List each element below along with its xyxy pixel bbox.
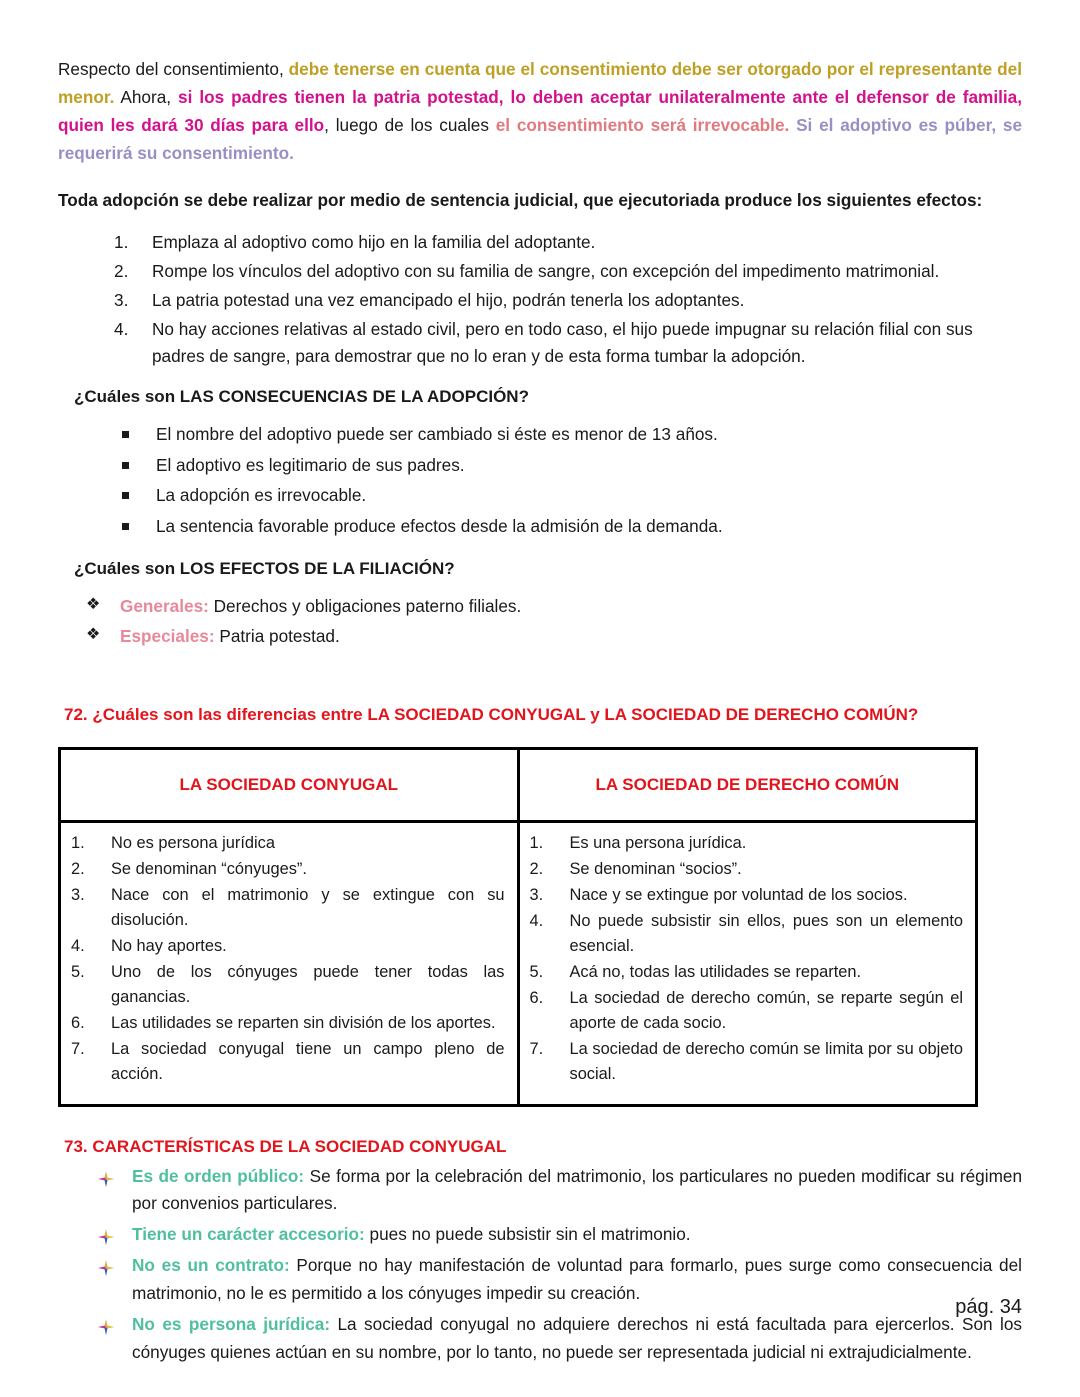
question-73-number: 73. bbox=[64, 1136, 88, 1156]
list-item-label: No es un contrato: bbox=[132, 1255, 290, 1276]
page-content bbox=[58, 56, 1022, 1367]
table-list-item: Se denominan “socios”. bbox=[569, 860, 742, 879]
table-cell-conyugal bbox=[60, 822, 519, 1105]
effects-list bbox=[58, 229, 1022, 369]
list-item: El adoptivo es legitimario de sus padres. bbox=[120, 452, 1022, 480]
intro-segment-violet: Si el adoptivo es púber, se requerirá su consentimiento. bbox=[58, 114, 1023, 163]
list-item: Rompe los vínculos del adoptivo con su familia de sangre, con excepción del impedimento matrimonial. bbox=[152, 261, 940, 282]
list-item-label: Especiales: bbox=[120, 626, 215, 647]
list-item-text: Patria potestad. bbox=[214, 626, 340, 647]
list-item bbox=[86, 623, 1022, 651]
table-list-item: Las utilidades se reparten sin división de los aportes. bbox=[111, 1013, 496, 1032]
table-list-item: No puede subsistir sin ellos, pues son un elemento esencial. bbox=[569, 912, 963, 955]
list-item bbox=[98, 1163, 1022, 1219]
conyugal-list bbox=[69, 831, 505, 1086]
list-item-label: Es de orden público: bbox=[132, 1165, 305, 1186]
table-list-item: La sociedad de derecho común se limita por su objeto social. bbox=[569, 1039, 963, 1083]
effects-lead-paragraph: Toda adopción se debe realizar por medio de sentencia judicial, que ejecutoriada produce los siguientes efectos: bbox=[58, 190, 983, 211]
table-list-item: Nace y se extingue por voluntad de los socios. bbox=[569, 886, 908, 905]
table-list-item: No hay aportes. bbox=[111, 936, 227, 955]
diamond-bullet-icon: ❖ bbox=[86, 595, 101, 613]
comparison-table-body bbox=[60, 822, 977, 1105]
list-item-text: Porque no hay manifestación de voluntad para formarlo, pues surge como consecuencia del matrimonio, no le es permitido a los cónyuges impedir su creación. bbox=[132, 1255, 1022, 1304]
intro-segment-black: Ahora, bbox=[114, 86, 179, 107]
intro-segment-magenta: si los padres tienen la patria potestad, lo deben aceptar unilateralmente ante el defensor de familia, quien les dará 30 días para ello bbox=[58, 86, 1022, 135]
consequences-list bbox=[58, 421, 1022, 540]
consequences-heading: ¿Cuáles son LAS CONSECUENCIAS DE LA ADOPCIÓN? bbox=[74, 387, 529, 407]
table-list-item: Es una persona jurídica. bbox=[569, 834, 747, 853]
list-item bbox=[98, 1252, 1022, 1308]
table-cell-derecho-comun bbox=[518, 822, 977, 1105]
intro-segment-black: Respecto del consentimiento, bbox=[58, 59, 289, 79]
intro-segment-black: , luego de los cuales bbox=[324, 114, 496, 135]
table-list-item: Acá no, todas las utilidades se reparten. bbox=[569, 962, 862, 981]
list-item-label: Generales: bbox=[120, 595, 209, 616]
list-item: La adopción es irrevocable. bbox=[120, 482, 1022, 510]
list-item-text: pues no puede subsistir sin el matrimonio. bbox=[364, 1224, 691, 1245]
comparison-table bbox=[58, 747, 978, 1106]
intro-segment-gold: debe tenerse en cuenta que el consentimiento debe ser otorgado por el representante del menor. bbox=[58, 59, 1022, 107]
question-73-title: CARACTERÍSTICAS DE LA SOCIEDAD CONYUGAL bbox=[92, 1136, 507, 1156]
list-item-text: Derechos y obligaciones paterno filiales. bbox=[208, 595, 522, 616]
list-item: No hay acciones relativas al estado civil, pero en todo caso, el hijo puede impugnar su relación filial con sus padres de sangre, para demostrar que no lo eran y de esta forma tumbar la adopción. bbox=[152, 318, 973, 366]
list-item-label: No es persona jurídica: bbox=[132, 1313, 331, 1334]
table-list-item: Se denominan “cónyuges”. bbox=[111, 860, 307, 879]
table-list-item: Uno de los cónyuges puede tener todas las ganancias. bbox=[111, 962, 505, 1006]
table-list-item: No es persona jurídica bbox=[111, 834, 275, 853]
star-bullet-icon bbox=[98, 1257, 114, 1273]
list-item-text: Se forma por la celebración del matrimonio, los particulares no pueden modificar su régimen por convenios particulares. bbox=[132, 1165, 1022, 1214]
list-item bbox=[98, 1221, 1022, 1249]
table-row bbox=[60, 822, 977, 1105]
question-72-number: 72. bbox=[64, 705, 88, 725]
intro-segment-salmon: el consentimiento será irrevocable. bbox=[495, 114, 790, 135]
comparison-table-head bbox=[60, 749, 977, 822]
list-item bbox=[86, 593, 1022, 621]
table-list-item: Nace con el matrimonio y se extingue con su disolución. bbox=[111, 886, 505, 930]
intro-paragraph bbox=[58, 56, 1022, 167]
page-number: pág. 34 bbox=[955, 1296, 1022, 1318]
filiation-heading: ¿Cuáles son LOS EFECTOS DE LA FILIACIÓN? bbox=[74, 558, 455, 578]
list-item-text: La sociedad conyugal no adquiere derechos ni está facultada para ejercerlos. Son los cónyuges quienes actúan en su nombre, por lo tanto, no puede ser representada judicial ni extrajudicialmente. bbox=[132, 1313, 1023, 1362]
list-item: Emplaza al adoptivo como hijo en la familia del adoptante. bbox=[152, 232, 596, 253]
question-72-heading bbox=[58, 705, 1022, 725]
list-item: La patria potestad una vez emancipado el hijo, podrán tenerla los adoptantes. bbox=[152, 289, 745, 310]
question-72-title: ¿Cuáles son las diferencias entre LA SOCIEDAD CONYUGAL y LA SOCIEDAD DE DERECHO COMÚN? bbox=[92, 705, 919, 725]
diamond-bullet-icon: ❖ bbox=[86, 626, 101, 644]
table-header-conyugal: LA SOCIEDAD CONYUGAL bbox=[60, 749, 519, 822]
filiation-list bbox=[58, 593, 1022, 652]
list-item-label: Tiene un carácter accesorio: bbox=[132, 1224, 365, 1245]
table-list-item: La sociedad conyugal tiene un campo pleno de acción. bbox=[111, 1039, 505, 1083]
table-header-derecho-comun: LA SOCIEDAD DE DERECHO COMÚN bbox=[518, 749, 977, 822]
list-item: El nombre del adoptivo puede ser cambiado si éste es menor de 13 años. bbox=[120, 421, 1022, 449]
list-item bbox=[98, 1311, 1022, 1367]
caracteristicas-list bbox=[58, 1163, 1022, 1367]
table-list-item: La sociedad de derecho común, se reparte según el aporte de cada socio. bbox=[569, 988, 963, 1032]
star-bullet-icon bbox=[98, 1168, 114, 1184]
question-73-heading bbox=[58, 1137, 1022, 1157]
list-item: La sentencia favorable produce efectos desde la admisión de la demanda. bbox=[120, 513, 1022, 541]
derecho-comun-list bbox=[528, 831, 964, 1086]
table-header-row bbox=[60, 749, 977, 822]
section-spacer bbox=[58, 661, 1022, 705]
star-bullet-icon bbox=[98, 1316, 114, 1332]
star-bullet-icon bbox=[98, 1226, 114, 1242]
